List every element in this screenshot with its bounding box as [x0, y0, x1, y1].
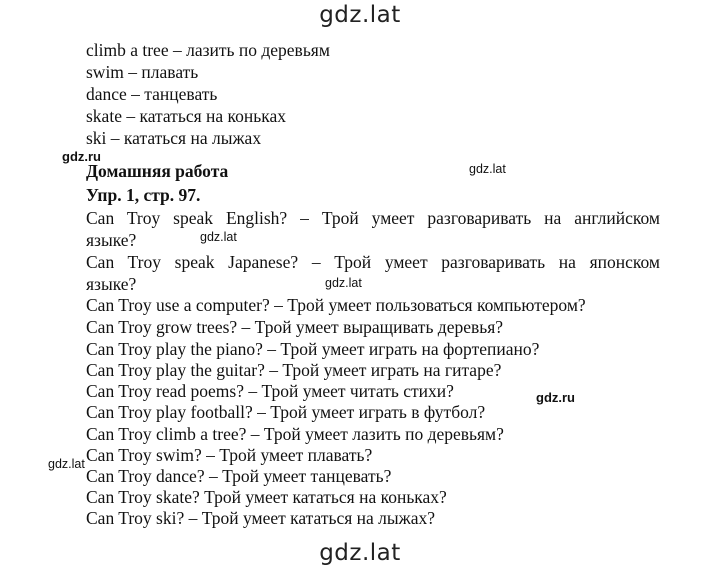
sentence-line: Can Troy use a computer? – Трой умеет пользоваться компьютером?	[86, 295, 586, 315]
watermark: gdz.ru	[62, 149, 101, 164]
exercise-heading: Упр. 1, стр. 97.	[86, 185, 201, 205]
sentence-line: Can Troy play football? – Трой умеет играть в футбол?	[86, 402, 486, 422]
watermark: gdz.ru	[536, 390, 575, 405]
sentence-line: Can Troy swim? – Трой умеет плавать?	[86, 445, 373, 465]
watermark: gdz.lat	[48, 457, 85, 471]
sentence-line: Can Troy speak Japanese? – Трой умеет разговаривать на японском	[86, 252, 660, 272]
sentence-line: языке?	[86, 230, 137, 250]
sentence-line: Can Troy read poems? – Трой умеет читать стихи?	[86, 381, 454, 401]
footer-watermark: gdz.lat	[319, 540, 401, 566]
vocab-line: skate – кататься на коньках	[86, 106, 286, 126]
vocab-line: dance – танцевать	[86, 84, 218, 104]
sentence-line: Can Troy play the guitar? – Трой умеет играть на гитаре?	[86, 360, 502, 380]
watermark: gdz.lat	[325, 276, 362, 290]
sentence-line: Can Troy dance? – Трой умеет танцевать?	[86, 466, 392, 486]
vocab-line: swim – плавать	[86, 62, 199, 82]
watermark: gdz.lat	[200, 230, 237, 244]
vocab-line: climb a tree – лазить по деревьям	[86, 40, 330, 60]
sentence-line: языке?	[86, 274, 137, 294]
homework-heading: Домашняя работа	[86, 161, 229, 181]
sentence-line: Can Troy skate? Трой умеет кататься на коньках?	[86, 487, 447, 507]
vocab-line: ski – кататься на лыжах	[86, 128, 262, 148]
sentence-line: Can Troy play the piano? – Трой умеет играть на фортепиано?	[86, 339, 540, 359]
sentence-line: Can Troy ski? – Трой умеет кататься на лыжах?	[86, 508, 436, 528]
sentence-line: Can Troy grow trees? – Трой умеет выращивать деревья?	[86, 317, 504, 337]
watermark: gdz.lat	[469, 162, 506, 176]
header-watermark: gdz.lat	[319, 2, 401, 28]
sentence-line: Can Troy speak English? – Трой умеет разговаривать на английском	[86, 208, 660, 228]
sentence-line: Can Troy climb a tree? – Трой умеет лазить по деревьям?	[86, 424, 504, 444]
